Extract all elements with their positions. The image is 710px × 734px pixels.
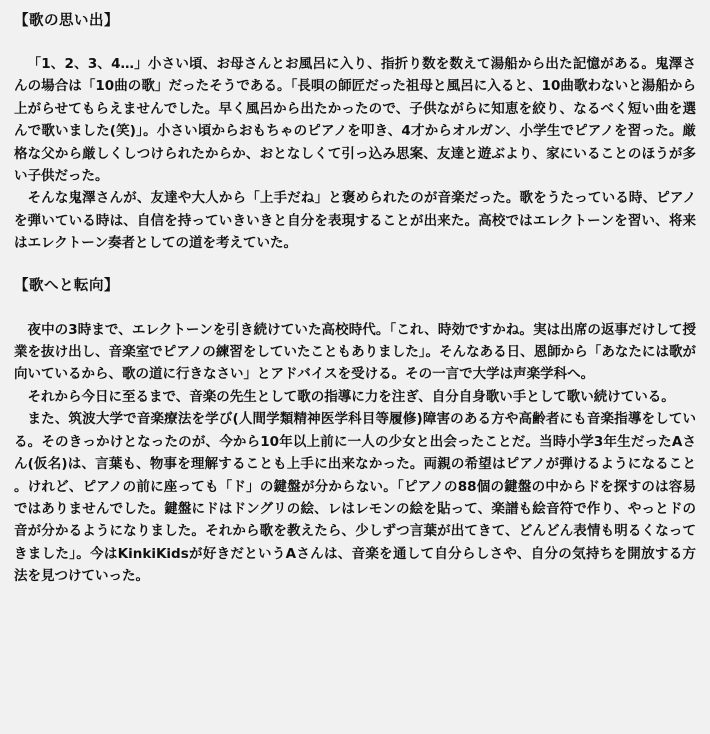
section-body-turn-to-singing — [14, 319, 696, 588]
paragraph: 夜中の3時まで、エレクトーンを引き続けていた高校時代。「これ、時効ですかね。実は出席の返事だけして授業を抜け出し、音楽室でピアノの練習をしていたこともありました」。そんなある日、恩師から「あなたには歌が向いているから、歌の道に行きなさい」とアドバイスを受ける。その一言で大学は声楽学科へ。 — [14, 321, 696, 383]
section-heading-turn-to-singing: 【歌へと転向】 — [14, 277, 119, 294]
paragraph: 「1、2、3、4…」小さい頃、お母さんとお風呂に入り、指折り数を数えて湯船から出た記憶がある。鬼澤さんの場合は「10曲の歌」だったそうである。「長唄の師匠だった祖母と風呂に入ると、10曲歌わないと湯船から上がらせてもらえませんでした。早く風呂から出たかったので、子供ながらに知恵を絞り、なるべく短い曲を選んで歌いました(笑)」。小さい頃からおもちゃのピアノを叩き、4才からオルガン、小学生でピアノを習った。厳格な父から厳しくしつけられたからか、おとなしくて引っ込み思案、友達と遊ぶより、家にいることのほうが多い子供だった。 — [14, 56, 696, 185]
paragraph: それから今日に至るまで、音楽の先生として歌の指導に力を注ぎ、自分自身歌い手として歌い続けている。 — [27, 388, 675, 405]
paragraph: そんな鬼澤さんが、友達や大人から「上手だね」と褒められたのが音楽だった。歌をうたっている時、ピアノを弾いている時は、自信を持っていきいきと自分を表現することが出来た。高校ではエレクトーンを習い、将来はエレクトーン奏者としての道を考えていた。 — [14, 190, 696, 252]
section-heading-song-memories: 【歌の思い出】 — [14, 13, 119, 29]
paragraph: また、筑波大学で音楽療法を学び(人間学類精神医学科目等履修)障害のある方や高齢者にも音楽指導をしている。そのきっかけとなったのが、今から10年以上前に一人の少女と出会ったことだ。当時小学3年生だったAさん(仮名)は、言葉も、物事を理解することも上手に出来なかった。両親の希望はピアノが弾けるようになること。けれど、ピアノの前に座っても「ド」の鍵盤が分からない。「ピアノの88個の鍵盤の中からドを探すのは容易ではありませんでした。鍵盤にドはドングリの絵、レはレモンの絵を貼って、楽譜も絵音符で作り、やっとドの音が分かるようになりました。それから歌を教えたら、少しずつ言葉が出てきて、どんどん表情も明るくなってきました」。今はKinkiKidsが好きだというAさんは、音楽を通して自分らしさや、自分の気持ちを開放する方法を見つけていった。 — [14, 411, 696, 585]
section-body-song-memories — [14, 53, 696, 255]
